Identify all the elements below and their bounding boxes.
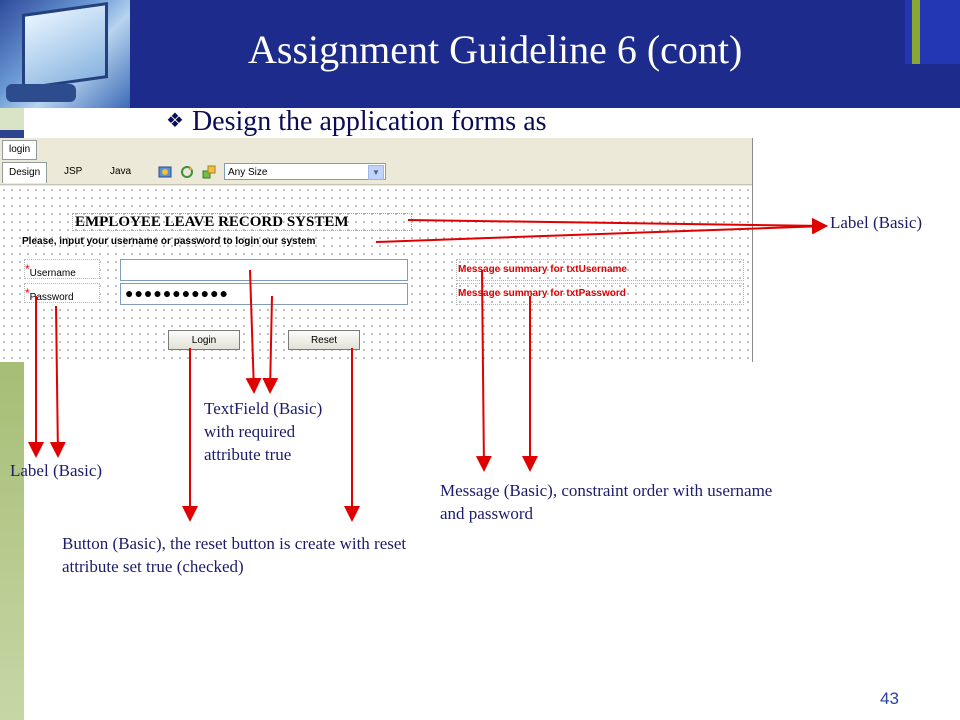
password-label-text: Password bbox=[29, 292, 74, 303]
slide-title: Assignment Guideline 6 (cont) bbox=[248, 27, 743, 72]
password-field[interactable]: ●●●●●●●●●●● bbox=[120, 283, 408, 305]
annotation-button: Button (Basic), the reset button is create with reset attribute set true (checked) bbox=[62, 534, 407, 576]
required-marker: * bbox=[25, 286, 30, 300]
chevron-down-icon[interactable]: ▼ bbox=[368, 165, 384, 180]
password-label[interactable] bbox=[24, 283, 100, 303]
annotation-label-basic-right: Label (Basic) bbox=[830, 213, 923, 232]
component-icon[interactable] bbox=[202, 165, 216, 179]
design-canvas bbox=[0, 186, 752, 362]
page-number: 43 bbox=[880, 689, 899, 708]
bullet-item bbox=[166, 106, 547, 138]
tab-java[interactable]: Java bbox=[110, 166, 132, 177]
form-heading-label[interactable]: EMPLOYEE LEAVE RECORD SYSTEM bbox=[72, 213, 412, 231]
username-label-text: Username bbox=[29, 268, 76, 279]
tab-jsp[interactable]: JSP bbox=[64, 166, 83, 177]
monitor-base bbox=[6, 84, 76, 102]
annotation-message: Message (Basic), constraint order with username and password bbox=[440, 481, 773, 523]
tab-design[interactable]: Design bbox=[2, 162, 47, 183]
preview-icon[interactable] bbox=[158, 165, 172, 179]
reset-button[interactable]: Reset bbox=[288, 330, 360, 350]
ide-designer-panel bbox=[0, 138, 753, 362]
header-accent-bar bbox=[912, 0, 920, 64]
refresh-icon[interactable] bbox=[180, 165, 194, 179]
login-button[interactable]: Login bbox=[168, 330, 240, 350]
designer-toolbar bbox=[0, 160, 752, 185]
password-message[interactable]: Message summary for txtPassword bbox=[456, 283, 744, 305]
username-label[interactable] bbox=[24, 259, 100, 279]
required-marker: * bbox=[25, 262, 30, 276]
username-field[interactable] bbox=[120, 259, 408, 281]
annotation-textfield: TextField (Basic) with required attribute true bbox=[204, 399, 323, 464]
editor-tab-login[interactable]: login bbox=[2, 140, 37, 160]
size-select-value: Any Size bbox=[228, 167, 268, 178]
computer-logo bbox=[0, 0, 130, 108]
form-instruction-label[interactable]: Please, input your username or password to login our system bbox=[22, 236, 316, 247]
username-message[interactable]: Message summary for txtUsername bbox=[456, 259, 744, 281]
monitor-icon bbox=[22, 2, 108, 90]
bullet-text: Design the application forms as bbox=[191, 106, 547, 137]
diamond-bullet-icon: ❖ bbox=[166, 110, 184, 132]
annotation-label-basic-left: Label (Basic) bbox=[10, 461, 103, 480]
size-select[interactable] bbox=[224, 163, 386, 180]
